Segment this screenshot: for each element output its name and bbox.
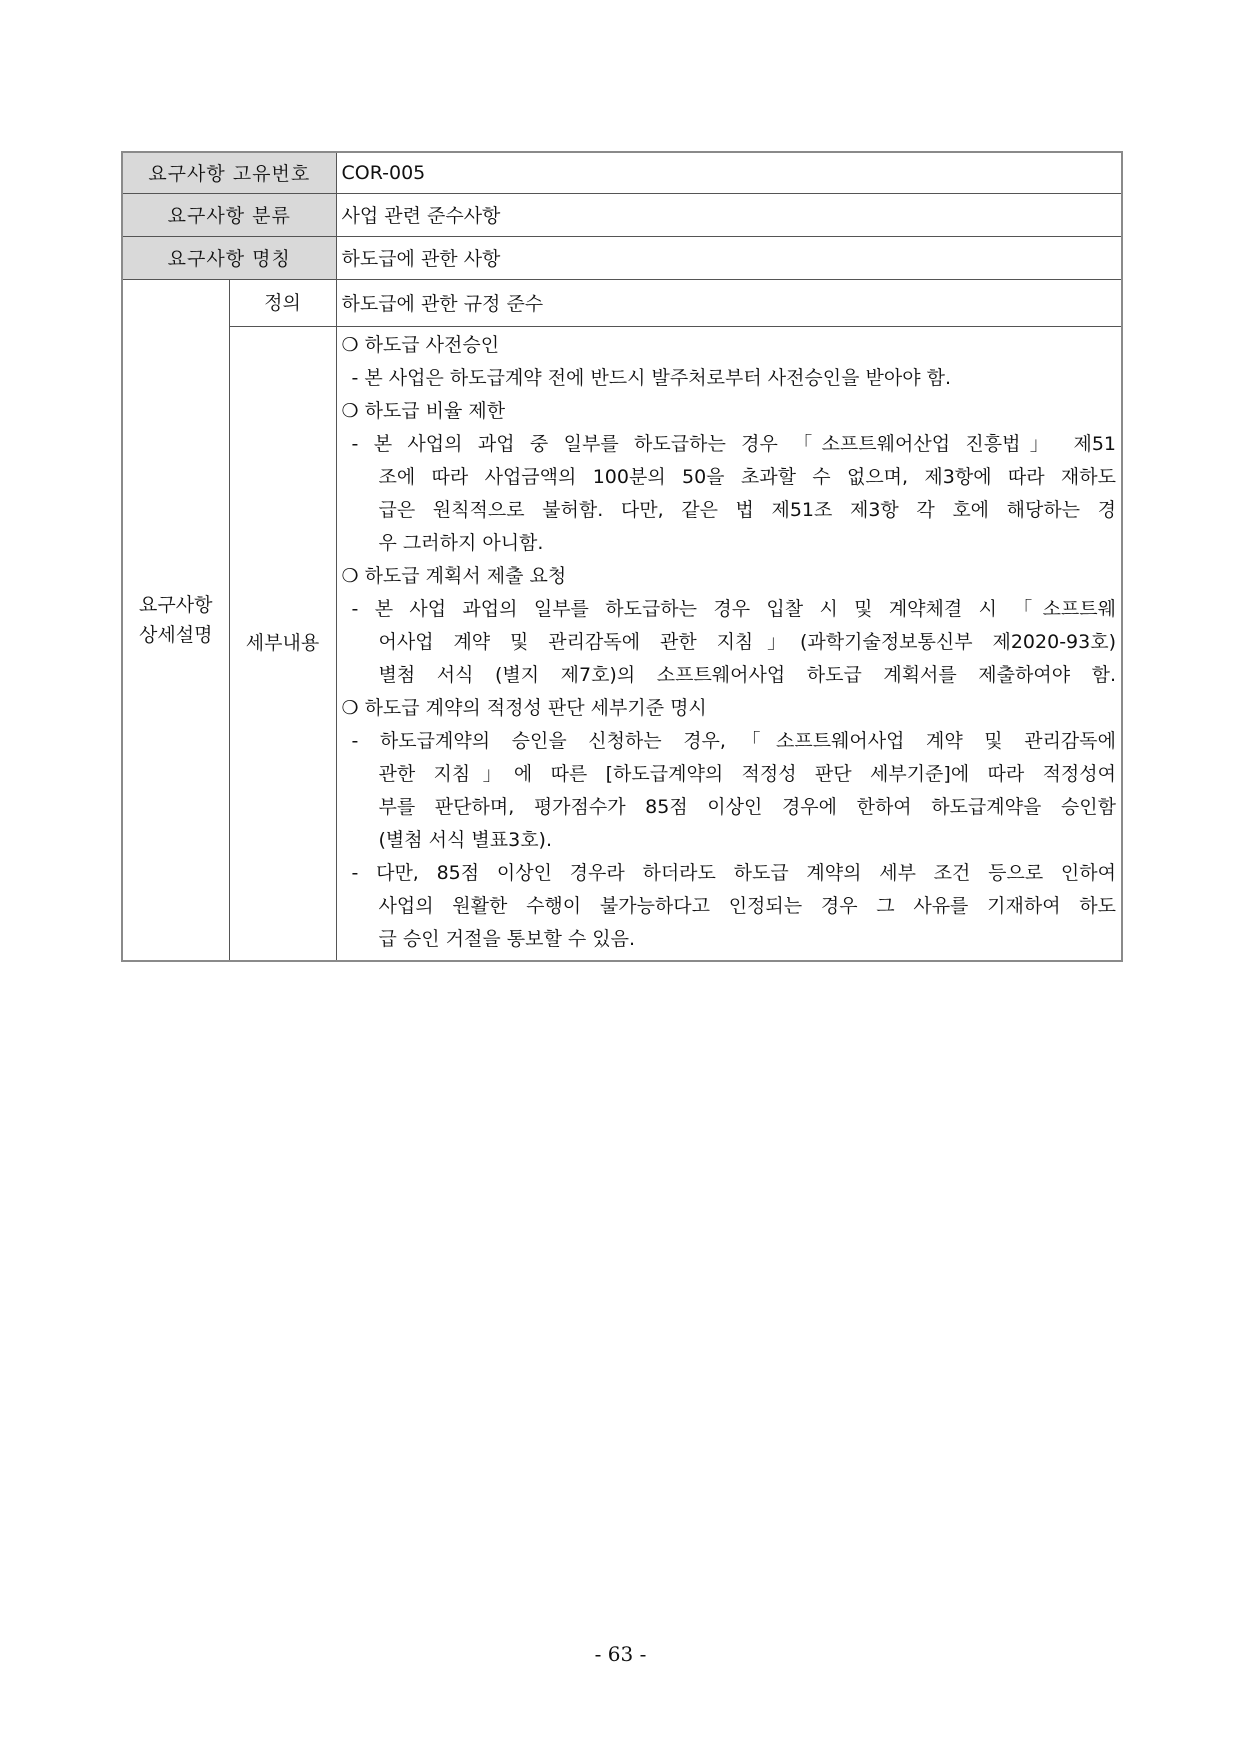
requirement-name-label: 요구사항 명칭	[122, 236, 336, 279]
page-number: - 63 -	[594, 1642, 647, 1666]
section-heading: ❍ 하도급 사전승인	[341, 333, 500, 356]
row-definition	[122, 279, 1122, 326]
detail-label-line2: 상세설명	[139, 623, 213, 646]
list-item: - 본 사업은 하도급계약 전에 반드시 발주처로부터 사전승인을 받아야 함.	[351, 366, 952, 389]
requirement-table	[121, 151, 1123, 962]
requirement-class-value: 사업 관련 준수사항	[336, 193, 1122, 236]
requirement-class-label: 요구사항 분류	[122, 193, 336, 236]
row-requirement-id	[122, 152, 1122, 193]
list-item: - 하도급계약의 승인을 신청하는 경우,「소프트웨어사업 계약 및 관리감독에	[351, 729, 1116, 752]
list-item-continuation: 우 그러하지 아니함.	[378, 531, 544, 554]
row-content	[122, 326, 1122, 961]
list-item: - 다만, 85점 이상인 경우라 하더라도 하도급 계약의 세부 조건 등으로 인하여	[351, 861, 1116, 884]
section-heading: ❍ 하도급 계약의 적정성 판단 세부기준 명시	[341, 696, 707, 719]
list-item: - 본 사업 과업의 일부를 하도급하는 경우 입찰 시 및 계약체결 시 「소프트웨	[351, 597, 1116, 620]
content-label: 세부내용	[229, 326, 336, 961]
detail-label-line1: 요구사항	[139, 593, 213, 616]
list-item-continuation: 사업의 원활한 수행이 불가능하다고 인정되는 경우 그 사유를 기재하여 하도	[378, 894, 1116, 917]
definition-label: 정의	[229, 279, 336, 326]
detail-description-label	[122, 279, 229, 961]
list-item-continuation: (별첨 서식 별표3호).	[378, 828, 553, 851]
list-item-continuation: 관한 지침」에 따른 [하도급계약의 적정성 판단 세부기준]에 따라 적정성여	[378, 762, 1116, 785]
list-item-continuation: 급은 원칙적으로 불허함. 다만, 같은 법 제51조 제3항 각 호에 해당하는 경	[378, 498, 1116, 521]
requirement-name-value: 하도급에 관한 사항	[336, 236, 1122, 279]
row-requirement-class	[122, 193, 1122, 236]
list-item-continuation: 부를 판단하며, 평가점수가 85점 이상인 경우에 한하여 하도급계약을 승인함	[378, 795, 1116, 818]
definition-value: 하도급에 관한 규정 준수	[336, 279, 1122, 326]
list-item-continuation: 조에 따라 사업금액의 100분의 50을 초과할 수 없으며, 제3항에 따라 재하도	[378, 465, 1116, 488]
section-heading: ❍ 하도급 비율 제한	[341, 399, 506, 422]
requirement-id-label: 요구사항 고유번호	[122, 152, 336, 193]
section-heading: ❍ 하도급 계획서 제출 요청	[341, 564, 567, 587]
list-item-continuation: 별첨 서식 (별지 제7호)의 소프트웨어사업 하도급 계획서를 제출하여야 함.	[378, 663, 1116, 686]
content-lines	[342, 329, 1117, 956]
list-item-continuation: 급 승인 거절을 통보할 수 있음.	[378, 927, 635, 950]
list-item: - 본 사업의 과업 중 일부를 하도급하는 경우 「소프트웨어산업 진흥법」 제51	[351, 432, 1116, 455]
row-requirement-name	[122, 236, 1122, 279]
requirement-id-value: COR-005	[336, 152, 1122, 193]
list-item-continuation: 어사업 계약 및 관리감독에 관한 지침」(과학기술정보통신부 제2020-93호)	[378, 630, 1116, 653]
content-body	[336, 326, 1122, 961]
